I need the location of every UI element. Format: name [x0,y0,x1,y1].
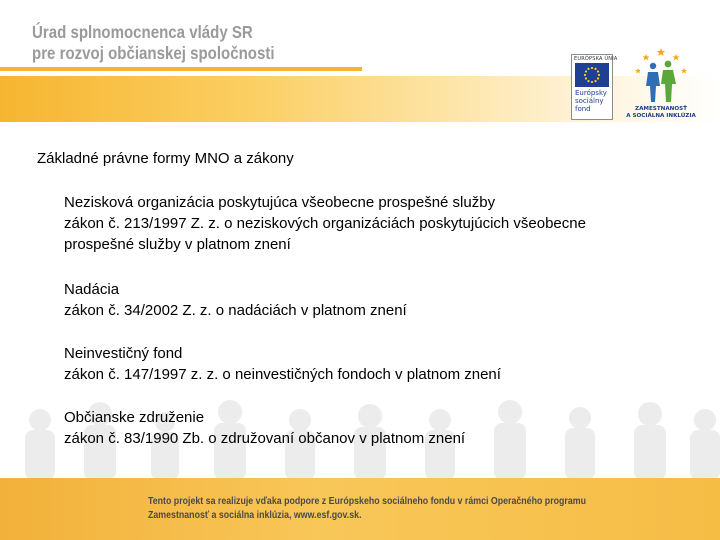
zsi-logo-name-line1: ZAMESTNANOSŤ [635,106,687,112]
legal-form-name: Nadácia [64,281,120,298]
office-name-line1: Úrad splnomocnenca vlády SR [32,22,253,42]
footer-text-line1: Tento projekt sa realizuje vďaka podpore z Európskeho sociálneho fondu v rámci Operačného programu [148,495,586,507]
legal-form-law-continued: prospešné služby v platnom znení [64,236,291,253]
legal-form-law: zákon č. 34/2002 Z. z. o nadáciách v platnom znení [64,302,407,319]
esf-logo-name-line3: fond [575,105,591,113]
office-name-line2: pre rozvoj občianskej spoločnosti [32,43,275,63]
legal-form-name: Neinvestičný fond [64,345,183,362]
legal-form-item [64,407,684,449]
esf-logo-name-line2: sociálny [575,97,604,105]
esf-logo-name-line1: Európsky [575,89,607,97]
slide-title: Základné právne formy MNO a zákony [37,150,294,167]
esf-logo-top-text: EURÓPSKA ÚNIA [574,56,618,62]
footer-text [148,494,586,522]
legal-form-item [64,343,684,385]
legal-form-law: zákon č. 83/1990 Zb. o združovaní občanov v platnom znení [64,430,466,447]
legal-form-item [64,279,684,321]
legal-form-name: Občianske združenie [64,409,205,426]
zsi-logo-name-line2: A SOCIÁLNA INKLÚZIA [626,112,696,119]
legal-form-law: zákon č. 213/1997 Z. z. o neziskových organizáciách poskytujúcich všeobecne [64,215,586,232]
legal-form-name: Nezisková organizácia poskytujúca všeobecne prospešné služby [64,194,496,211]
legal-form-law: zákon č. 147/1997 z. z. o neinvestičných fondoch v platnom znení [64,366,501,383]
legal-form-item [64,192,684,255]
footer-text-line2: Zamestnanosť a sociálna inklúzia, www.esf.gov.sk. [148,509,362,521]
